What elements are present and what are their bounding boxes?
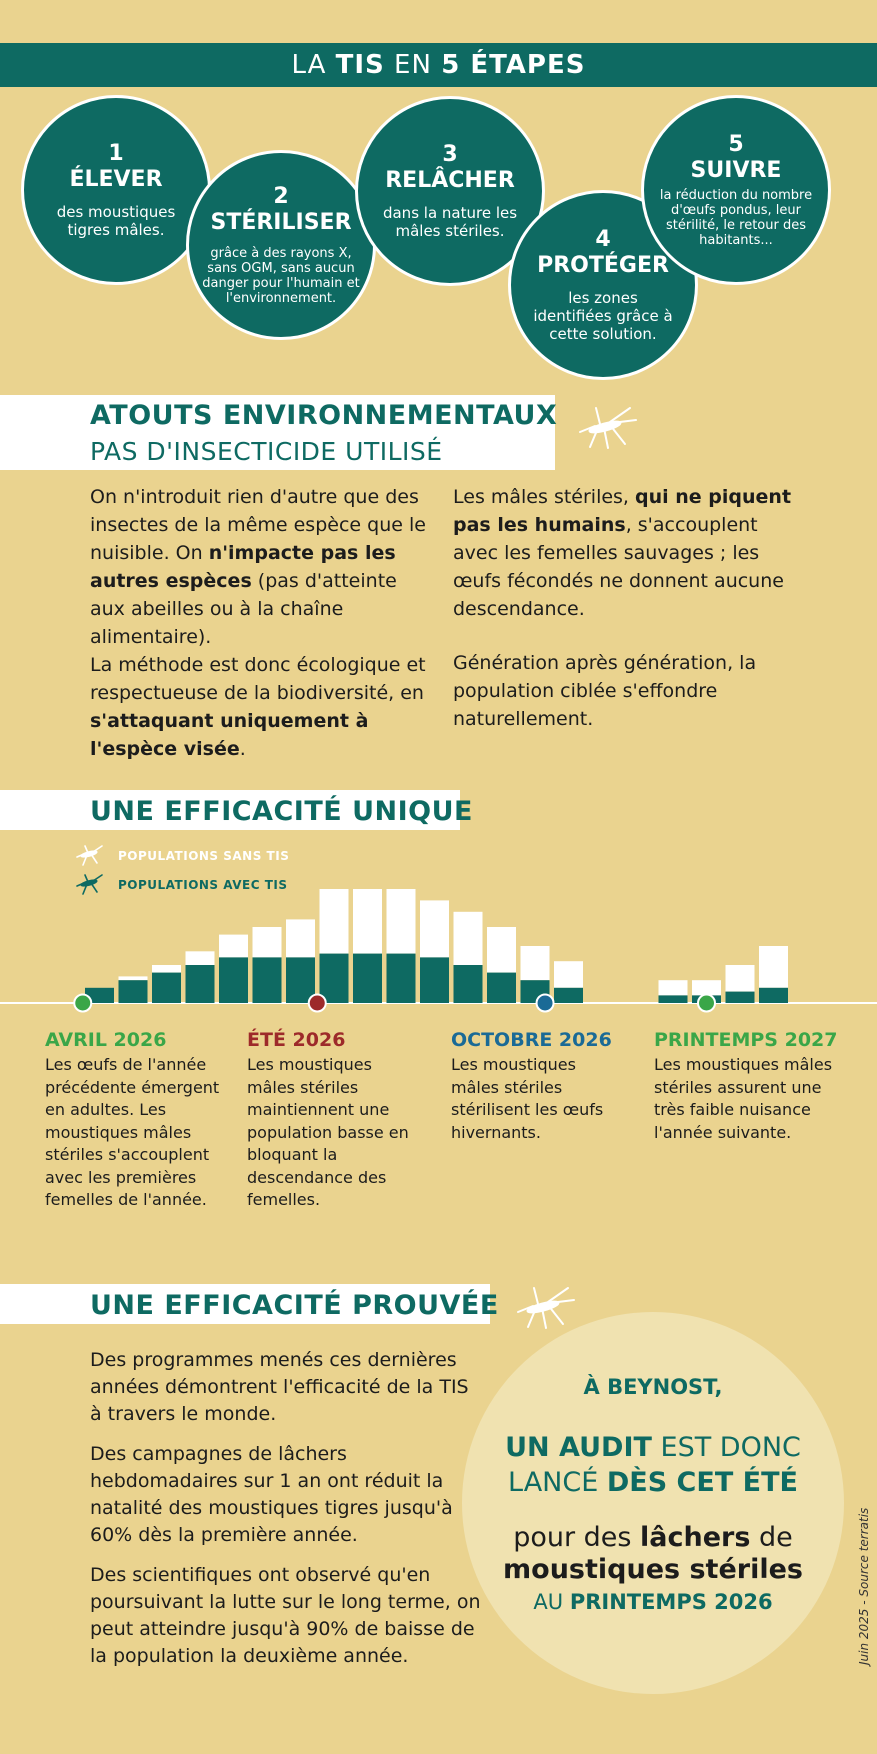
beynost-audit-line (462, 1432, 844, 1463)
beynost-lance-bold: DÈS CET ÉTÉ (606, 1467, 798, 1498)
bar-sans-tis (659, 980, 688, 995)
period-title-ete: ÉTÉ 2026 (247, 1029, 346, 1051)
period-title-octobre: OCTOBRE 2026 (451, 1029, 612, 1051)
bar-avec-tis (119, 980, 148, 1003)
beynost-au-line (462, 1590, 844, 1614)
atouts-left-a: On n'introduit rien d'autre que des insectes de la même espèce que le nuisible. On (90, 486, 426, 564)
bar-avec-tis (487, 973, 516, 1003)
prouvee-para-2: Des campagnes de lâchers hebdomadaires sur 1 an ont réduit la natalité des moustiques tigres jusqu'à 60% dès la première année. (90, 1443, 453, 1546)
atouts-subtitle: PAS D'INSECTICIDE UTILISÉ (90, 437, 443, 466)
footer-source: Juin 2025 - Source terratis (857, 1507, 871, 1665)
legend-label-sans-tis: POPULATIONS SANS TIS (118, 849, 290, 863)
timeline-marker (74, 995, 91, 1012)
step-title: STÉRILISER (210, 210, 352, 235)
step-number: 5 (728, 132, 744, 157)
unique-title (90, 796, 473, 827)
beynost-pour-bold: lâchers (640, 1522, 751, 1553)
bar-sans-tis (454, 912, 483, 965)
unique-title-pre: UNE EFFICACITÉ (90, 796, 353, 827)
step-circle-1 (21, 95, 211, 285)
period-text-printemps: Les moustiques mâles stériles assurent une très faible nuisance l'année suivante. (654, 1055, 833, 1142)
bar-sans-tis (487, 927, 516, 973)
bar-avec-tis (320, 954, 349, 1003)
bar-sans-tis (420, 900, 449, 957)
timeline-marker (309, 995, 326, 1012)
atouts-left-text (90, 483, 430, 763)
atouts-right-a: Les mâles stériles, (453, 486, 636, 508)
step-circle-5 (641, 95, 831, 285)
step-number: 4 (595, 227, 611, 252)
atouts-left-e: s'attaquant uniquement à l'espèce visée (90, 710, 369, 760)
step-circle-2 (186, 150, 376, 340)
period-text-octobre: Les moustiques mâles stériles stérilisent les œufs hivernants. (451, 1055, 604, 1142)
step-desc: des moustiques tigres mâles. (56, 203, 176, 239)
timeline-marker (698, 995, 715, 1012)
atouts-right-b: qui ne piquent pas les humains (453, 486, 792, 536)
step-title: ÉLEVER (69, 167, 163, 192)
beynost-pour-line (462, 1522, 844, 1553)
step-desc: les zones identifiées grâce à cette solution. (533, 289, 673, 343)
step-desc: dans la nature les mâles stériles. (382, 204, 518, 240)
step-title: SUIVRE (690, 158, 782, 183)
banner-steps: 5 ÉTAPES (441, 50, 586, 80)
bar-sans-tis (726, 965, 755, 992)
banner-pre: LA (291, 50, 336, 80)
period-text-avril: Les œufs de l'année précédente émergent en adultes. Les moustiques mâles stériles s'accouplent avec les premières femelles de l'année. (45, 1055, 220, 1209)
bar-sans-tis (253, 927, 282, 957)
atouts-right-d: Génération après génération, la population ciblée s'effondre naturellement. (453, 652, 757, 730)
atouts-right-text (453, 483, 803, 733)
bar-sans-tis (387, 889, 416, 954)
bar-sans-tis (353, 889, 382, 954)
step-number: 3 (442, 142, 458, 167)
mosquito-legend-sans-tis-icon (77, 846, 102, 865)
beynost-circle (462, 1312, 844, 1694)
prouvee-title-bold: PROUVÉE (352, 1290, 499, 1321)
beynost-au-bold: PRINTEMPS 2026 (569, 1590, 773, 1614)
period-title-printemps: PRINTEMPS 2027 (654, 1029, 838, 1051)
step-title: PROTÉGER (537, 253, 669, 278)
steps-banner (0, 43, 877, 87)
bar-avec-tis (454, 965, 483, 1003)
beynost-pour-rest2: de (750, 1522, 793, 1553)
bar-sans-tis (759, 946, 788, 988)
bar-sans-tis (320, 889, 349, 954)
mosquito-icon (570, 402, 640, 452)
bar-avec-tis (659, 995, 688, 1003)
bar-avec-tis (186, 965, 215, 1003)
banner-mid: EN (384, 50, 442, 80)
unique-title-bold: UNIQUE (352, 796, 473, 827)
banner-tis: TIS (335, 50, 385, 80)
atouts-left-b: n'impacte pas les autres espèces (90, 542, 396, 592)
step-desc: la réduction du nombre d'œufs pondus, leur stérilité, le retour des habitants... (659, 188, 813, 248)
legend-label-avec-tis: POPULATIONS AVEC TIS (118, 878, 288, 892)
bar-avec-tis (219, 957, 248, 1003)
bar-sans-tis (286, 919, 315, 957)
beynost-lance-line (462, 1467, 844, 1498)
bar-avec-tis (420, 957, 449, 1003)
bar-avec-tis (726, 992, 755, 1003)
beynost-audit-bold: UN AUDIT (505, 1432, 652, 1463)
atouts-right-c: , s'accouplent avec les femelles sauvages ; les œufs fécondés ne donnent aucune descendance. (453, 514, 784, 620)
bar-sans-tis (119, 976, 148, 980)
bar-sans-tis (219, 935, 248, 958)
step-desc: grâce à des rayons X, sans OGM, sans aucun danger pour l'humain et l'environnement. (202, 246, 360, 306)
beynost-audit-rest: EST DONC (651, 1432, 801, 1463)
atouts-title: ATOUTS ENVIRONNEMENTAUX (90, 400, 558, 431)
bar-avec-tis (554, 988, 583, 1003)
prouvee-title (90, 1290, 499, 1321)
bar-avec-tis (152, 973, 181, 1003)
beynost-lance-rest: LANCÉ (508, 1467, 607, 1498)
beynost-pour-rest: pour des (513, 1522, 641, 1553)
bar-sans-tis (152, 965, 181, 973)
beynost-heading: À BEYNOST, (583, 1375, 723, 1399)
timeline-marker (537, 995, 554, 1012)
atouts-left-f: . (239, 738, 246, 760)
atouts-left-d: La méthode est donc écologique et respectueuse de la biodiversité, en (90, 654, 426, 704)
beynost-au-rest: AU (533, 1590, 570, 1614)
atouts-left-c: (pas d'atteinte aux abeilles ou à la chaîne alimentaire). (90, 570, 397, 648)
step-number: 1 (108, 141, 124, 166)
bar-sans-tis (186, 951, 215, 965)
bar-avec-tis (353, 954, 382, 1003)
prouvee-para-1: Des programmes menés ces dernières années démontrent l'efficacité de la TIS à travers le monde. (90, 1349, 469, 1425)
period-text-ete: Les moustiques mâles stériles maintiennent une population basse en bloquant la descendance des femelles. (247, 1055, 409, 1209)
step-title: RELÂCHER (385, 168, 515, 193)
beynost-moustiques: moustiques stériles (503, 1554, 803, 1585)
mosquito-legend-avec-tis-icon (77, 875, 102, 894)
bar-sans-tis (692, 980, 721, 995)
period-title-avril: AVRIL 2026 (45, 1029, 167, 1051)
step-number: 2 (273, 184, 289, 209)
bar-avec-tis (253, 957, 282, 1003)
bar-avec-tis (759, 988, 788, 1003)
prouvee-para-3: Des scientifiques ont observé qu'en poursuivant la lutte sur le long terme, on peut atteindre jusqu'à 90% de baisse de la population la deuxième année. (90, 1564, 481, 1667)
mosquito-icon (508, 1282, 578, 1332)
bar-avec-tis (387, 954, 416, 1003)
bar-sans-tis (521, 946, 550, 980)
prouvee-title-pre: UNE EFFICACITÉ (90, 1290, 353, 1321)
bar-sans-tis (554, 961, 583, 988)
bar-avec-tis (286, 957, 315, 1003)
